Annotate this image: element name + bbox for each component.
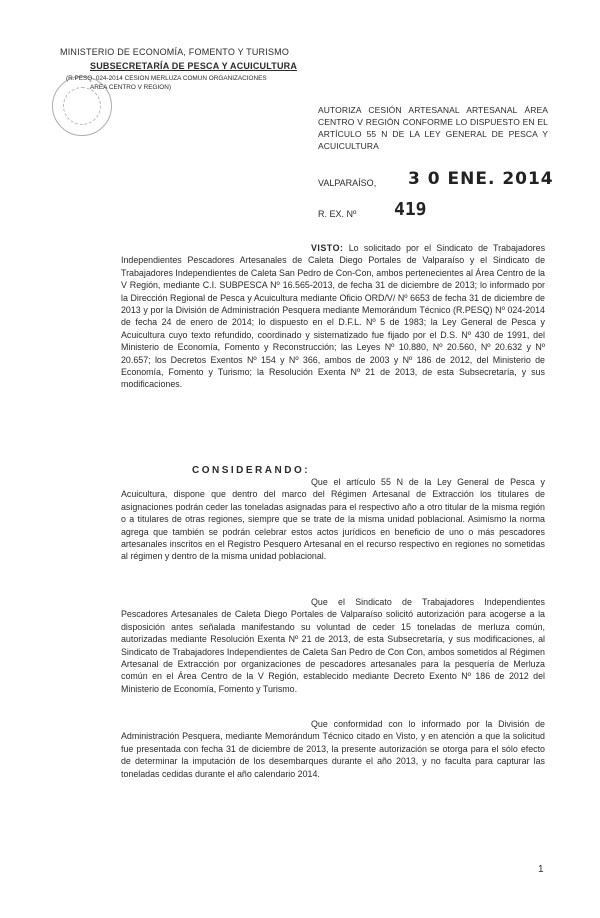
considerando-paragraph-1: Que el artículo 55 N de la Ley General de Pesca y Acuicultura, dispone que dentro del marco del Régimen Artesanal de Extracción los titulares de asignaciones podrán ceder las toneladas asignadas para el respectivo año a otro titular de la misma región o a titulares de otras regiones, siempre que se trate de la misma unidad poblacional. Asimismo la norma agrega que también se podrán celebrar estos actos jurídicos en beneficio de uno o más pescadores artesanales inscritos en el Registro Pesquero Artesanal en el recurso respectivo en regiones no sometidas al régimen y dentro de la misma unidad poblacional. (121, 477, 545, 562)
resolution-title: AUTORIZA CESIÓN ARTESANAL ARTESANAL ÁREA CENTRO V REGIÓN CONFORME LO DISPUESTO EN EL ARTÍCULO 55 N DE LA LEY GENERAL DE PESCA Y ACUICULTURA (318, 105, 548, 151)
visto-label: VISTO: (311, 243, 344, 253)
reference-line-2: AREA CENTRO V REGION) (90, 84, 171, 91)
reference-line: (R.PESQ. 024-2014 CESION MERLUZA COMUN ORGANIZACIONES (66, 75, 267, 82)
resolution-number: 419 (394, 199, 427, 220)
considerando-paragraph-3: Que conformidad con lo informado por la División de Administración Pesquera, mediante Memorándum Técnico citado en Visto, y en atención a que la solicitud fue presentada con fecha 31 de diciembre de 2013, la presente autorización se otorga para el sólo efecto de determinar la imputación de los desembarques durante el año 2013, y no faculta para capturar las toneladas cedidas durante el año calendario 2014. (121, 719, 545, 779)
subsecretaria-name: SUBSECRETARÍA DE PESCA Y ACUICULTURA (90, 61, 298, 71)
resolution-date: 3 0 ENE. 2014 (408, 169, 554, 189)
ministry-name: MINISTERIO DE ECONOMÍA, FOMENTO Y TURISMO (60, 47, 290, 57)
visto-paragraph (121, 242, 545, 391)
place-label: VALPARAÍSO, (318, 178, 377, 188)
page-number: 1 (538, 864, 544, 875)
considerando-paragraph-2: Que el Sindicato de Trabajadores Independientes Pescadores Artesanales de Caleta Diego Portales de Valparaíso solicitó autorización para acogerse a la disposición antes señalada manifestando su voluntad de ceder 15 toneladas de merluza común, autorizadas mediante Resolución Exenta Nº 21 de 2013, de esta Subsecretaría, y sus modificaciones, al Sindicato de Trabajadores Independientes de Caleta San Pedro de Con Con, ambos sometidos al Régimen Artesanal de Extracción por organizaciones de pescadores artesanales para la pesquería de Merluza común en el Área Centro de la V Región, establecido mediante Decreto Exento Nº 186 de 2012 del Ministerio de Economía, Fomento y Turismo. (121, 597, 545, 694)
considerando-heading: CONSIDERANDO: (192, 465, 311, 476)
resolution-number-label: R. EX. Nº (318, 209, 357, 219)
visto-text: Lo solicitado por el Sindicato de Trabajadores Independientes Pescadores Artesanales de Caleta Diego Portales de Valparaíso y el Sindicato de Trabajadores Independientes de Caleta San Pedro de Con-Con, ambos pertenecientes al Área Centro de la V Región, mediante C.I. SUBPESCA Nº 16.565-2013, de fecha 31 de diciembre de 2013; lo informado por la Dirección Regional de Pesca y Acuicultura mediante Oficio ORD/V/ Nº 6653 de fecha 31 de diciembre de 2013 y por la División de Administración Pesquera mediante Memorándum Técnico (R.PESQ) Nº 024-2014 de fecha 24 de enero de 2014; lo dispuesto en el D.F.L. Nº 5 de 1983; la Ley General de Pesca y Acuicultura cuyo texto refundido, coordinado y sistematizado fue fijado por el D.S. Nº 430 de 1991, del Ministerio de Economía, Fomento y Reconstrucción; las Leyes Nº 10.880, Nº 20.560, Nº 20.632 y Nº 20.657; los Decretos Exentos Nº 154 y Nº 366, ambos de 2003 y Nº 186 de 2012, del Ministerio de Economía, Fomento y Turismo; la Resolución Exenta Nº 21 de 2013, de esta Subsecretaría, y sus modificaciones. (121, 243, 546, 390)
official-seal-inner-ring (63, 87, 101, 125)
